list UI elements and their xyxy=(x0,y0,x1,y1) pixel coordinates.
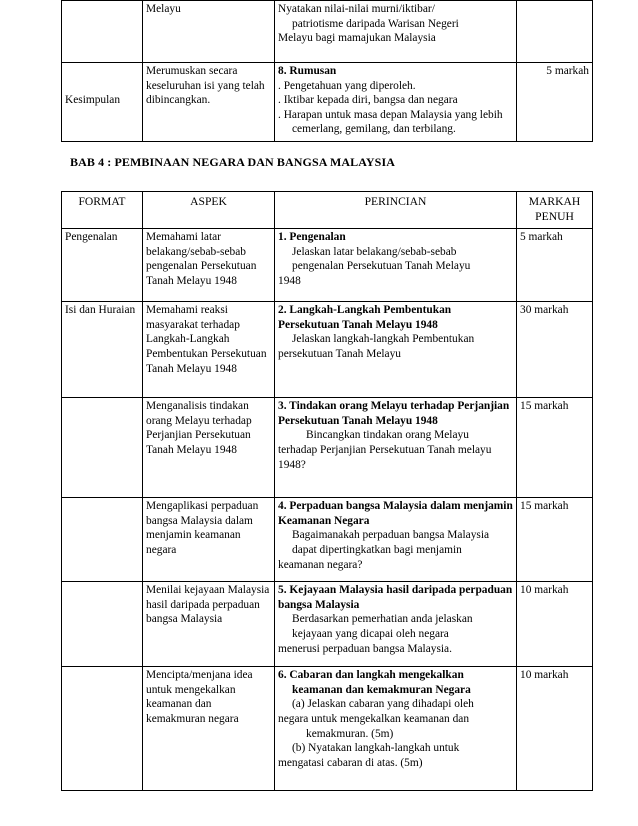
item-body: kemakmuran. (5m) xyxy=(306,727,394,740)
perincian-cell xyxy=(275,498,517,582)
markah-cell: 5 markah xyxy=(517,229,593,302)
aspek-cell: Menilai kejayaan Malaysia hasil daripada perpaduan bangsa Malaysia xyxy=(143,582,275,667)
table-row xyxy=(62,498,593,582)
item-title: 4. Perpaduan bangsa Malaysia dalam menjamin Keamanan Negara xyxy=(278,500,513,527)
markah-cell: 10 markah xyxy=(517,667,593,791)
header-aspek: ASPEK xyxy=(143,192,275,229)
perincian-cell xyxy=(275,63,517,142)
bullet-item: . Iktibar kepada diri, bangsa dan negara xyxy=(278,94,458,107)
table-header-row xyxy=(62,192,593,229)
markah-cell xyxy=(517,1,593,63)
table-row xyxy=(62,302,593,398)
item-body: kejayaan yang dicapai oleh negara xyxy=(292,627,449,640)
chapter-title: BAB 4 : PEMBINAAN NEGARA DAN BANGSA MALAYSIA xyxy=(70,155,395,169)
format-cell: Isi dan Huraian xyxy=(62,302,143,398)
item-body: (a) Jelaskan cabaran yang dihadapi oleh xyxy=(292,698,474,711)
item-body: mengatasi cabaran di atas. (5m) xyxy=(278,756,423,769)
item-body: persekutuan Tanah Melayu xyxy=(278,347,401,360)
perincian-cell xyxy=(275,229,517,302)
format-cell xyxy=(62,498,143,582)
table-row xyxy=(62,398,593,498)
table-row xyxy=(62,582,593,667)
item-title: 1. Pengenalan xyxy=(278,231,346,244)
item-body: Jelaskan latar belakang/sebab-sebab xyxy=(292,245,457,258)
format-cell xyxy=(62,398,143,498)
item-body: negara untuk mengekalkan keamanan dan xyxy=(278,712,470,725)
bullet-item: . Pengetahuan yang diperoleh. xyxy=(278,79,416,92)
table-row xyxy=(62,1,593,63)
aspek-cell: Memahami reaksi masyarakat terhadap Langkah-Langkah Pembentukan Persekutuan Tanah Melayu 1948 xyxy=(143,302,275,398)
item-title: 6. Cabaran dan langkah mengekalkan keamanan dan kemakmuran Negara xyxy=(278,669,471,696)
markah-cell: 5 markah xyxy=(517,63,593,142)
table-row xyxy=(62,63,593,142)
item-body: Jelaskan langkah-langkah Pembentukan xyxy=(292,333,475,346)
format-cell xyxy=(62,667,143,791)
aspek-cell: Menganalisis tindakan orang Melayu terhadap Perjanjian Persekutuan Tanah Melayu 1948 xyxy=(143,398,275,498)
aspek-cell: Melayu xyxy=(143,1,275,63)
aspek-cell: Mengaplikasi perpaduan bangsa Malaysia dalam menjamin keamanan negara xyxy=(143,498,275,582)
format-cell: Kesimpulan xyxy=(62,63,143,142)
item-body: Bagaimanakah perpaduan bangsa Malaysia xyxy=(292,529,490,542)
table-row xyxy=(62,667,593,791)
perincian-cell xyxy=(275,667,517,791)
markah-cell: 15 markah xyxy=(517,498,593,582)
item-body: terhadap Perjanjian Persekutuan Tanah melayu 1948? xyxy=(278,443,492,471)
bab4-table xyxy=(61,191,593,791)
item-body: menerusi perpaduan bangsa Malaysia. xyxy=(278,642,452,655)
aspek-cell: Merumuskan secara keseluruhan isi yang telah dibincangkan. xyxy=(143,63,275,142)
item-title: 8. Rumusan xyxy=(278,65,337,77)
item-body: dapat dipertingkatkan bagi menjamin xyxy=(292,543,462,556)
markah-cell: 30 markah xyxy=(517,302,593,398)
aspek-cell: Memahami latar belakang/sebab-sebab pengenalan Persekutuan Tanah Melayu 1948 xyxy=(143,229,275,302)
item-title: 3. Tindakan orang Melayu terhadap Perjanjian Persekutuan Tanah Melayu 1948 xyxy=(278,400,510,427)
perincian-line: Nyatakan nilai-nilai murni/iktibar/ xyxy=(278,3,435,15)
bullet-item: . Harapan untuk masa depan Malaysia yang lebih cemerlang, gemilang, dan terbilang. xyxy=(278,108,503,136)
perincian-cell xyxy=(275,398,517,498)
format-cell xyxy=(62,1,143,63)
markah-cell: 15 markah xyxy=(517,398,593,498)
perincian-cell xyxy=(275,1,517,63)
perincian-line: Melayu bagi mamajukan Malaysia xyxy=(278,32,436,45)
item-body: Berdasarkan pemerhatian anda jelaskan xyxy=(292,613,473,626)
item-title: 2. Langkah-Langkah Pembentukan Persekutuan Tanah Melayu 1948 xyxy=(278,304,452,331)
table-row xyxy=(62,229,593,302)
header-format: FORMAT xyxy=(62,192,143,229)
format-cell: Pengenalan xyxy=(62,229,143,302)
item-body: 1948 xyxy=(278,274,301,287)
perincian-cell xyxy=(275,302,517,398)
header-markah: MARKAH PENUH xyxy=(517,192,593,229)
markah-cell: 10 markah xyxy=(517,582,593,667)
item-body: keamanan negara? xyxy=(278,558,363,571)
item-title: 5. Kejayaan Malaysia hasil daripada perpaduan bangsa Malaysia xyxy=(278,584,513,611)
perincian-line: patriotisme daripada Warisan Negeri xyxy=(292,17,459,30)
format-cell xyxy=(62,582,143,667)
header-perincian: PERINCIAN xyxy=(275,192,517,229)
item-body: pengenalan Persekutuan Tanah Melayu xyxy=(292,260,471,273)
perincian-cell xyxy=(275,582,517,667)
item-body: Bincangkan tindakan orang Melayu xyxy=(306,429,469,442)
previous-chapter-table xyxy=(61,0,593,142)
aspek-cell: Mencipta/menjana idea untuk mengekalkan keamanan dan kemakmuran negara xyxy=(143,667,275,791)
item-body: (b) Nyatakan langkah-langkah untuk xyxy=(292,742,460,755)
